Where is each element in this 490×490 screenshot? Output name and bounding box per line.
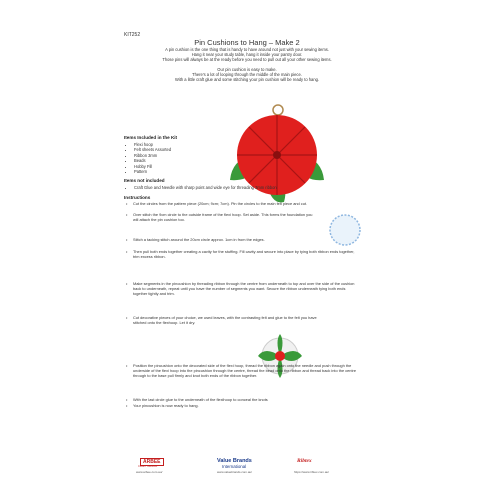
list-item: • Ribbon 3mm	[134, 153, 171, 158]
list-item: • Pattern	[134, 169, 171, 174]
not-included-heading: Items not included	[124, 178, 165, 183]
list-item: • Flexi hoop	[134, 142, 171, 147]
list-item: • Beads	[134, 158, 171, 163]
items-list	[126, 142, 171, 174]
intro-line: Hang it near your study table, hang it inside your pantry door.	[191, 52, 303, 58]
page-title: Pin Cushions to Hang – Make 2	[194, 38, 300, 47]
intro-line: Those pins will always be at the ready before you need to pull out all your other sewing items.	[162, 57, 332, 63]
list-item: • Craft Glue and Needle with sharp point and wide eye for threading 3mm ribbon	[134, 185, 366, 190]
intro-line: There's a lot of looping through the middle of the main piece.	[192, 71, 302, 77]
arbee-logo: ARBEE	[140, 458, 164, 466]
list-item: • Hobby Fill	[134, 164, 171, 169]
intro-text	[128, 47, 366, 82]
items-heading: Items Included in the Kit	[124, 135, 178, 140]
intro-line: A pin cushion is the one thing that is handy to have around not just with your sewing items.	[165, 47, 329, 52]
instructions-heading: Instructions	[124, 195, 151, 200]
instruction-step: • Cut decorative pieces of your choice, we used leaves, with the contrasting felt and glue to the felt you have stitched onto the flexhoop. Let it dry.	[126, 315, 317, 325]
footer-url[interactable]: https://www.ribtex.com.au/	[294, 470, 330, 474]
value-brands-logo: Value Brands	[217, 458, 252, 464]
hoop-image	[325, 210, 365, 250]
ribtex-logo: Ribtex	[297, 458, 312, 464]
instruction-step: • Then pull both ends together creating a cavity for the stuffing. Fill cavity and secure into place by tying both ribbon ends together, trim excess ribbon.	[126, 249, 355, 259]
instruction-step: • With the last circle glue to the underneath of the flexihoop to conceal the knots	[126, 397, 268, 402]
kit-code: KIT252	[124, 32, 141, 38]
footer-logos	[122, 458, 372, 478]
instruction-step: • Over stitch the 9cm circle to the outside frame of the flexi hoop. Set aside. This forms the foundation you will attach the pin cushion too.	[126, 212, 313, 222]
arbee-tagline: CRAFT DESIGN	[138, 465, 158, 468]
intro-line: With a little craft glue and some stitching your pin cushion will be ready to hang.	[174, 77, 320, 83]
value-brands-sub: International	[222, 464, 247, 469]
instruction-step: • Cut the circles from the pattern piece (20cm; 9cm; 7cm). Pin the circles to the main felt piece and cut.	[126, 201, 308, 206]
instruction-step: • Position the pincushion onto the decorated side of the flexi hoop, thread the ribbon again onto the needle and push through the underside of the flexi hoop into the pincushion through the centre, thread the bead onto the ribbon and thread back into the centre through to the base pull firmly and knot both ends of the ribbon together.	[126, 363, 357, 378]
instruction-sheet	[122, 30, 372, 475]
instruction-step: • Make segments in the pincushion by threading ribbon through the centre from underneath to top and over the side of the cushion back to underneath, repeat until you have the number of segments you want. Secure the ribbon underneath tying both ends together tightly and trim.	[126, 281, 355, 296]
footer-url[interactable]: www.valuebrands.com.au/	[217, 470, 253, 474]
intro-line: Our pin cushion is easy to make.	[217, 66, 277, 72]
instruction-step: • Stitch a tacking stitch around the 20cm circle approx. 1cm in from the edges.	[126, 237, 265, 242]
list-item: • Felt sheets Assorted	[134, 147, 171, 152]
footer-url[interactable]: www.arbee.com.au/	[136, 470, 163, 474]
instruction-step: • Your pincushion is now ready to hang.	[126, 403, 199, 408]
not-included-list	[126, 185, 366, 190]
